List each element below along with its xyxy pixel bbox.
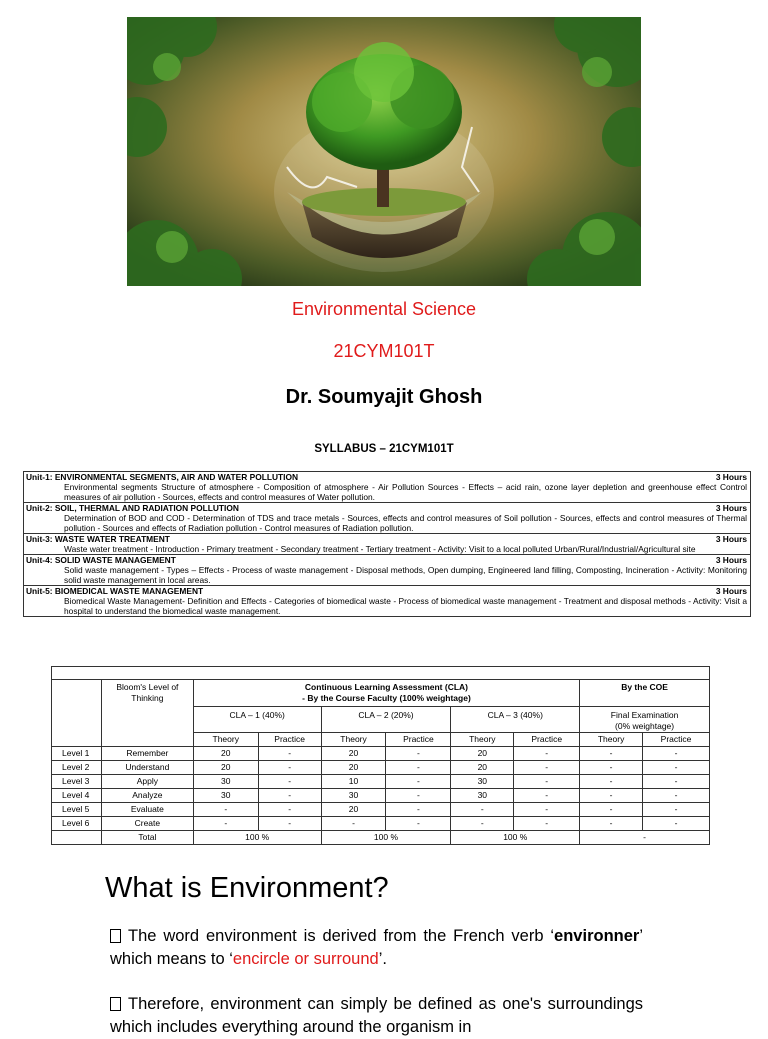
unit-row [24, 503, 751, 534]
score-cell: - [193, 803, 258, 817]
score-cell: 20 [193, 747, 258, 761]
score-cell: - [451, 803, 514, 817]
score-cell: 20 [451, 761, 514, 775]
score-cell: - [580, 803, 643, 817]
score-cell: - [643, 775, 710, 789]
score-cell: - [258, 789, 321, 803]
score-cell: - [258, 775, 321, 789]
section-heading: What is Environment? [105, 872, 389, 904]
score-cell: - [643, 803, 710, 817]
assessment-row [52, 817, 710, 831]
theory-header: Theory [321, 733, 386, 747]
score-cell: 30 [451, 775, 514, 789]
cla3-header: CLA – 3 (40%) [487, 710, 543, 720]
paragraph-text-part: ’ which means to ‘ [110, 927, 643, 968]
score-cell: - [386, 789, 451, 803]
score-cell: - [643, 817, 710, 831]
french-word: environner [554, 927, 640, 945]
unit-title: Unit-2: SOIL, THERMAL AND RADIATION POLLUTION [26, 503, 239, 513]
assessment-row [52, 789, 710, 803]
score-cell: - [514, 761, 580, 775]
assessment-row [52, 775, 710, 789]
bullet-paragraph-definition [110, 993, 643, 1039]
final-exam-weightage: (0% weightage) [615, 721, 675, 731]
assessment-row [52, 803, 710, 817]
score-cell: - [321, 817, 386, 831]
score-cell: 20 [321, 803, 386, 817]
total-row [52, 831, 710, 845]
unit-description: Determination of BOD and COD - Determination of TDS and trace metals - Sources, effects and control measures of Soil pollution - Sources, effects and control measures of Thermal pollution - Sources and effects of Radiation pollution - Control measures of Radiation pollution. [64, 513, 747, 533]
score-cell: - [386, 775, 451, 789]
tree-globe-illustration [127, 17, 641, 286]
unit-hours: 3 Hours [715, 534, 747, 544]
score-cell: - [258, 761, 321, 775]
cla2-header: CLA – 2 (20%) [358, 710, 414, 720]
cla-header: Continuous Learning Assessment (CLA) [304, 682, 469, 692]
bloom-cell: Analyze [101, 789, 193, 803]
level-cell: Level 3 [52, 775, 102, 789]
score-cell: 20 [321, 761, 386, 775]
score-cell: 30 [193, 789, 258, 803]
bloom-cell: Understand [101, 761, 193, 775]
paragraph-text: Therefore, environment can simply be defined as one's surroundings which includes everything around the organism in [110, 995, 643, 1036]
score-cell: - [514, 789, 580, 803]
total-cla2: 100 % [321, 831, 451, 845]
bloom-cell: Apply [101, 775, 193, 789]
score-cell: - [514, 747, 580, 761]
unit-row [24, 555, 751, 586]
score-cell: 10 [321, 775, 386, 789]
author-name: Dr. Soumyajit Ghosh [285, 386, 483, 408]
bloom-cell: Remember [101, 747, 193, 761]
score-cell: - [451, 817, 514, 831]
unit-row [24, 534, 751, 555]
score-cell: - [514, 803, 580, 817]
score-cell: - [580, 761, 643, 775]
unit-hours: 3 Hours [715, 503, 747, 513]
unit-title: Unit-3: WASTE WATER TREATMENT [26, 534, 170, 544]
score-cell: - [643, 747, 710, 761]
syllabus-title: SYLLABUS – 21CYM101T [314, 443, 454, 455]
theory-header: Theory [451, 733, 514, 747]
score-cell: - [580, 789, 643, 803]
assessment-table [51, 666, 710, 845]
paragraph-text-part: ’. [378, 950, 387, 968]
score-cell: - [193, 817, 258, 831]
unit-row [24, 586, 751, 617]
score-cell: - [386, 761, 451, 775]
score-cell: - [258, 803, 321, 817]
unit-hours: 3 Hours [715, 586, 747, 596]
score-cell: - [643, 761, 710, 775]
theory-header: Theory [580, 733, 643, 747]
level-cell: Level 4 [52, 789, 102, 803]
score-cell: 20 [321, 747, 386, 761]
score-cell: - [580, 775, 643, 789]
bloom-cell: Evaluate [101, 803, 193, 817]
total-cla1: 100 % [193, 831, 321, 845]
unit-description: Biomedical Waste Management- Definition and Effects - Categories of biomedical waste - Process of biomedical waste management - Treatment and disposal methods - Activity: Visit a hospital to understand the biomedical waste management. [64, 596, 747, 616]
bullet-box-icon [110, 997, 121, 1011]
coe-header: By the COE [621, 682, 668, 692]
score-cell: 30 [321, 789, 386, 803]
total-final: - [580, 831, 710, 845]
total-label: Total [101, 831, 193, 845]
unit-title: Unit-1: ENVIRONMENTAL SEGMENTS, AIR AND WATER POLLUTION [26, 472, 299, 482]
level-cell: Level 5 [52, 803, 102, 817]
total-cla3: 100 % [451, 831, 580, 845]
unit-title: Unit-5: BIOMEDICAL WASTE MANAGEMENT [26, 586, 204, 596]
score-cell: - [258, 817, 321, 831]
bloom-cell: Create [101, 817, 193, 831]
score-cell: - [514, 775, 580, 789]
level-cell: Level 1 [52, 747, 102, 761]
unit-description: Environmental segments Structure of atmosphere - Composition of atmosphere - Air Pollution Sources - Effects – acid rain, ozone layer depletion and greenhouse effect Control measures of air pollution - Sources, effects and control measures of Water pollution. [64, 482, 747, 502]
unit-row [24, 472, 751, 503]
score-cell: - [258, 747, 321, 761]
bullet-box-icon [110, 929, 121, 943]
course-title: Environmental Science [291, 299, 477, 319]
unit-hours: 3 Hours [715, 472, 747, 482]
cla1-header: CLA – 1 (40%) [229, 710, 285, 720]
syllabus-units-table [23, 471, 751, 617]
practice-header: Practice [514, 733, 580, 747]
unit-description: Solid waste management - Types – Effects - Process of waste management - Disposal methods, Open dumping, Engineered land filling, Composting, Incineration - Activity: Monitoring solid waste management in local areas. [64, 565, 747, 585]
score-cell: - [386, 803, 451, 817]
score-cell: - [643, 789, 710, 803]
assessment-row [52, 761, 710, 775]
course-code: 21CYM101T [333, 341, 435, 361]
score-cell: - [580, 817, 643, 831]
bloom-header: Bloom's Level of Thinking [116, 682, 179, 703]
score-cell: - [386, 817, 451, 831]
highlighted-meaning: encircle or surround [232, 950, 379, 968]
score-cell: 20 [193, 761, 258, 775]
unit-hours: 3 Hours [715, 555, 747, 565]
score-cell: - [386, 747, 451, 761]
final-exam-header: Final Examination [610, 710, 679, 720]
cover-image-tree-in-glass-globe [127, 17, 641, 286]
unit-description: Waste water treatment - Introduction - Primary treatment - Secondary treatment - Tertiary treatment - Activity: Visit to a local polluted Urban/Rural/Industrial/Agricultural site [64, 544, 696, 554]
bullet-paragraph-etymology [110, 925, 643, 971]
level-cell: Level 6 [52, 817, 102, 831]
practice-header: Practice [258, 733, 321, 747]
practice-header: Practice [386, 733, 451, 747]
unit-title: Unit-4: SOLID WASTE MANAGEMENT [26, 555, 176, 565]
level-cell: Level 2 [52, 761, 102, 775]
assessment-row [52, 747, 710, 761]
paragraph-text-part: The word environment is derived from the French verb ‘ [128, 927, 555, 945]
score-cell: 30 [193, 775, 258, 789]
practice-header: Practice [643, 733, 710, 747]
cla-subheader: - By the Course Faculty (100% weightage) [302, 693, 471, 703]
score-cell: - [514, 817, 580, 831]
theory-header: Theory [193, 733, 258, 747]
score-cell: - [580, 747, 643, 761]
score-cell: 20 [451, 747, 514, 761]
score-cell: 30 [451, 789, 514, 803]
